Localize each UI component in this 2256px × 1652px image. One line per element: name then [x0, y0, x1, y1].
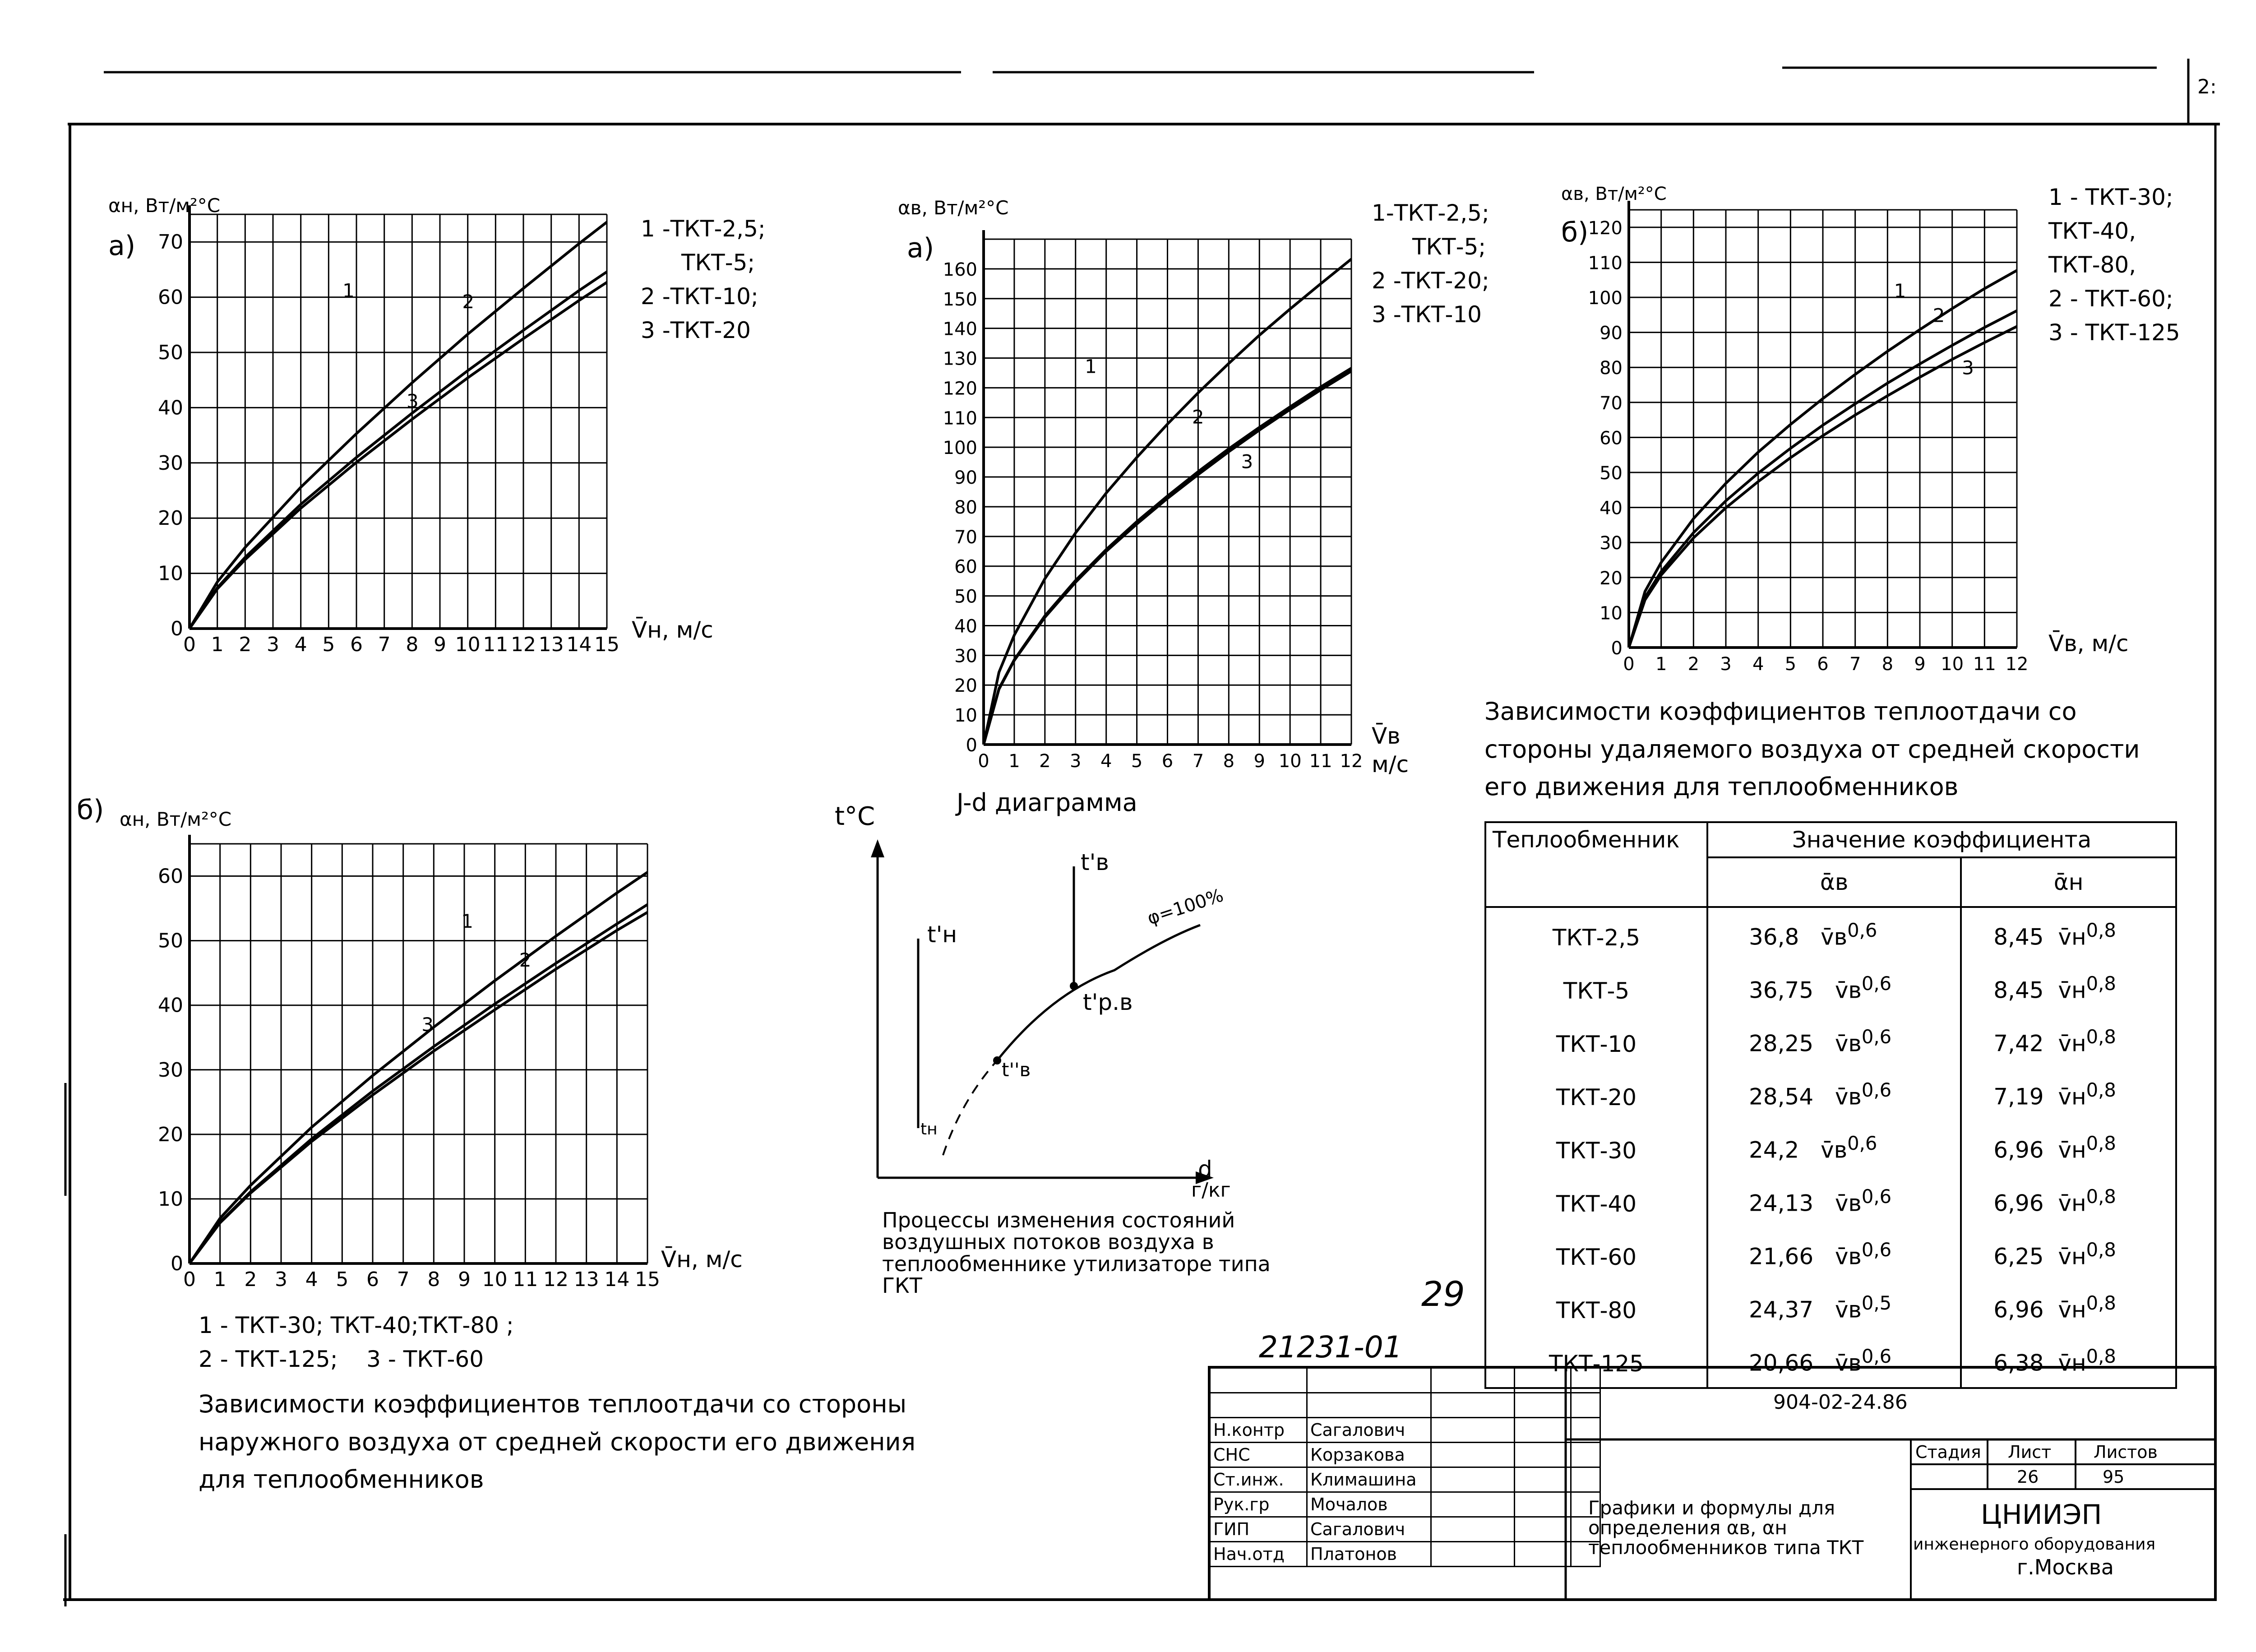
y-tick-label: 30 — [954, 646, 977, 667]
an-coef: 6,96 — [1993, 1190, 2044, 1217]
x-tick-label: 11 — [1309, 751, 1332, 772]
x-tick-label: 11 — [1973, 654, 1996, 675]
series-label-1: 1 — [1085, 355, 1097, 378]
av-coef: 20,66 — [1749, 1350, 1814, 1376]
y-tick-label: 60 — [158, 286, 183, 309]
y-tick-label: 70 — [1600, 393, 1623, 414]
x-tick-label: 8 — [1882, 654, 1894, 675]
title-description: Графики и формулы для определения αв, αн теплообменников типа ТКТ — [1588, 1497, 1864, 1559]
x-tick-label: 8 — [1223, 751, 1235, 772]
av-coef: 28,25 — [1749, 1030, 1814, 1057]
name-cell: Мочалов — [1307, 1492, 1431, 1517]
x-tick-label: 4 — [1100, 751, 1112, 772]
series-label-2: 2 — [519, 949, 532, 971]
y-tick-label: 10 — [1600, 603, 1623, 624]
an-exp: 0,8 — [2086, 1025, 2116, 1048]
table-header-value-group: Значение коэффициента — [1707, 822, 2176, 857]
x-tick-label: 5 — [336, 1268, 349, 1291]
y-tick-label: 60 — [158, 865, 183, 888]
x-tick-label: 9 — [1253, 751, 1265, 772]
name-cell: Корзакова — [1307, 1443, 1431, 1467]
id-d-axis-bottom: г/кг — [1191, 1179, 1231, 1202]
x-tick-label: 7 — [378, 633, 391, 656]
series-label-3: 3 — [1962, 356, 1974, 379]
table-header-alpha-n: ᾱн — [1961, 857, 2176, 907]
sheets-label: Листов — [2094, 1442, 2158, 1462]
y-tick-label: 80 — [1600, 358, 1623, 379]
an-var: v̄н — [2058, 1083, 2086, 1110]
exchanger-name: ТКТ-10 — [1556, 1031, 1637, 1057]
y-tick-label: 10 — [158, 1187, 183, 1211]
chart-outdoor-b-ylabel: αн, Вт/м²°С — [120, 808, 232, 830]
role-cell: Н.контр — [1210, 1418, 1307, 1443]
exchanger-name: ТКТ-30 — [1556, 1138, 1637, 1164]
id-d-axis-top: d — [1198, 1156, 1212, 1182]
id-phi-label: φ=100% — [1145, 885, 1226, 929]
id-tn-bottom: tн — [920, 1120, 938, 1138]
id-diagram-caption: Процессы изменения состояний воздушных потоков воздуха в теплообменнике утилизаторе типа ГКТ — [882, 1208, 1271, 1298]
x-tick-label: 7 — [397, 1268, 410, 1291]
x-tick-label: 13 — [573, 1268, 599, 1291]
x-tick-label: 10 — [455, 633, 481, 656]
an-exp: 0,8 — [2086, 1345, 2116, 1367]
y-tick-label: 20 — [158, 1123, 183, 1146]
x-tick-label: 1 — [213, 1268, 227, 1291]
x-tick-label: 5 — [322, 633, 335, 656]
org-name: ЦНИИЭП — [1981, 1499, 2102, 1531]
an-exp: 0,8 — [2086, 1238, 2116, 1261]
av-var: v̄в — [1835, 1243, 1862, 1270]
id-tn-top: t'н — [927, 921, 957, 948]
x-tick-label: 15 — [635, 1268, 660, 1291]
an-exp: 0,8 — [2086, 919, 2116, 941]
outdoor-caption: Зависимости коэффициентов теплоотдачи со стороны наружного воздуха от средней скорости его движения для теплообменников — [199, 1390, 916, 1494]
an-coef: 6,96 — [1993, 1137, 2044, 1163]
x-tick-label: 6 — [366, 1268, 379, 1291]
y-tick-label: 130 — [943, 348, 977, 370]
y-tick-label: 60 — [1600, 428, 1623, 449]
legend-entry: 1-ТКТ-2,5; — [1372, 200, 1489, 226]
chart-outdoor-b-xlabel: V̄н, м/с — [661, 1246, 743, 1273]
an-var: v̄н — [2058, 1350, 2086, 1376]
exchanger-name: ТКТ-80 — [1556, 1297, 1637, 1323]
legend-entry: 2 - ТКТ-60; — [2048, 286, 2173, 312]
av-exp: 0,6 — [1861, 1078, 1892, 1101]
an-var: v̄н — [2058, 1030, 2086, 1057]
x-tick-label: 15 — [594, 633, 619, 656]
x-tick-label: 10 — [482, 1268, 508, 1291]
chart-indoor-a-ylabel: αв, Вт/м²°С — [898, 197, 1009, 219]
y-tick-label: 160 — [943, 259, 977, 280]
legend-entry: 1 - ТКТ-30; ТКТ-40;ТКТ-80 ; — [199, 1312, 514, 1338]
legend-entry: ТКТ-5; — [1412, 234, 1486, 260]
y-tick-label: 40 — [158, 396, 183, 420]
av-var: v̄в — [1835, 1296, 1862, 1323]
role-cell: Ст.инж. — [1210, 1467, 1307, 1492]
chart-indoor-b-xlabel: V̄в, м/с — [2048, 630, 2129, 657]
stage-label: Стадия — [1915, 1442, 1981, 1462]
an-coef: 8,45 — [1993, 924, 2044, 950]
av-var: v̄в — [1835, 1083, 1862, 1110]
x-tick-label: 12 — [2005, 654, 2029, 675]
name-cell: Климашина — [1307, 1467, 1431, 1492]
y-tick-label: 80 — [954, 497, 977, 518]
y-tick-label: 60 — [954, 556, 977, 578]
x-tick-label: 4 — [305, 1268, 318, 1291]
document-mark: 21231-01 — [1259, 1330, 1402, 1365]
exchanger-name: ТКТ-5 — [1563, 978, 1630, 1004]
y-tick-label: 50 — [158, 341, 183, 364]
an-coef: 8,45 — [1993, 977, 2044, 1004]
exchanger-name: ТКТ-125 — [1549, 1351, 1644, 1377]
x-tick-label: 10 — [1278, 751, 1302, 772]
av-var: v̄в — [1835, 1350, 1862, 1376]
y-tick-label: 110 — [943, 408, 977, 429]
y-tick-label: 0 — [1611, 638, 1623, 659]
chart-outdoor-a-xlabel: V̄н, м/с — [632, 617, 713, 643]
x-tick-label: 4 — [294, 633, 307, 656]
x-tick-label: 5 — [1131, 751, 1143, 772]
y-tick-label: 140 — [943, 319, 977, 340]
series-label-1: 1 — [342, 279, 355, 302]
legend-entry: ТКТ-80, — [2048, 252, 2136, 278]
an-exp: 0,8 — [2086, 1185, 2116, 1208]
an-exp: 0,8 — [2086, 1132, 2116, 1154]
y-tick-label: 110 — [1588, 253, 1623, 274]
name-cell: Сагалович — [1307, 1418, 1431, 1443]
av-coef: 36,75 — [1749, 977, 1814, 1004]
av-exp: 0,6 — [1861, 1345, 1892, 1367]
an-coef: 6,38 — [1993, 1350, 2044, 1376]
x-tick-label: 13 — [538, 633, 564, 656]
series-label-1: 1 — [461, 910, 473, 932]
av-coef: 36,8 — [1749, 924, 1799, 950]
y-tick-label: 100 — [943, 438, 977, 459]
legend-entry: 3 -ТКТ-10 — [1372, 301, 1482, 328]
av-coef: 24,13 — [1749, 1190, 1814, 1217]
x-tick-label: 11 — [483, 633, 509, 656]
chart-indoor-b-panel-letter: б) — [1561, 217, 1589, 248]
y-tick-label: 70 — [158, 231, 183, 254]
x-tick-label: 3 — [1070, 751, 1082, 772]
x-tick-label: 1 — [1655, 654, 1667, 675]
x-tick-label: 4 — [1752, 654, 1764, 675]
an-var: v̄н — [2058, 977, 2086, 1004]
exchanger-name: ТКТ-60 — [1556, 1244, 1637, 1270]
an-coef: 7,19 — [1993, 1083, 2044, 1110]
y-tick-label: 30 — [158, 451, 183, 475]
x-tick-label: 1 — [211, 633, 224, 656]
legend-entry: 3 - ТКТ-125 — [2048, 319, 2180, 346]
y-tick-label: 40 — [954, 616, 977, 637]
av-coef: 21,66 — [1749, 1243, 1814, 1270]
series-label-3: 3 — [407, 390, 419, 412]
series-label-3: 3 — [421, 1013, 434, 1036]
an-var: v̄н — [2058, 1296, 2086, 1323]
av-var: v̄в — [1835, 1030, 1862, 1057]
x-tick-label: 9 — [458, 1268, 471, 1291]
series-label-2: 2 — [462, 291, 475, 313]
id-trv-label: t'р.в — [1083, 989, 1133, 1015]
y-tick-label: 150 — [943, 289, 977, 310]
doc-number: 904-02-24.86 — [1773, 1391, 1908, 1414]
x-tick-label: 12 — [543, 1268, 569, 1291]
series-label-2: 2 — [1932, 304, 1945, 327]
y-tick-label: 40 — [158, 994, 183, 1017]
chart-outdoor-a-panel-letter: а) — [108, 230, 136, 262]
id-diagram-title: J-d диаграмма — [957, 788, 1137, 817]
y-tick-label: 70 — [954, 527, 977, 548]
table-header-alpha-v: ᾱв — [1707, 857, 1961, 907]
series-label-1: 1 — [1894, 280, 1906, 302]
y-tick-label: 0 — [966, 735, 977, 756]
sheet-corner-number: 2: — [2197, 75, 2217, 98]
sheet-value: 26 — [2017, 1467, 2039, 1487]
y-tick-label: 40 — [1600, 498, 1623, 519]
table-header-exchanger: Теплообменник — [1485, 822, 1707, 907]
x-tick-label: 2 — [1687, 654, 1700, 675]
y-tick-label: 0 — [171, 617, 183, 640]
av-coef: 28,54 — [1749, 1083, 1814, 1110]
an-var: v̄н — [2058, 924, 2086, 950]
x-tick-label: 8 — [427, 1268, 440, 1291]
x-tick-label: 0 — [183, 633, 196, 656]
av-exp: 0,6 — [1861, 972, 1892, 995]
x-tick-label: 7 — [1192, 751, 1204, 772]
sheet-label: Лист — [2008, 1442, 2052, 1462]
legend-entry: ТКТ-5; — [681, 250, 755, 276]
an-exp: 0,8 — [2086, 1291, 2116, 1314]
role-cell: СНС — [1210, 1443, 1307, 1467]
org-city: г.Москва — [2017, 1555, 2114, 1579]
legend-entry: 2 -ТКТ-20; — [1372, 268, 1489, 294]
y-tick-label: 120 — [943, 378, 977, 399]
y-tick-label: 30 — [1600, 533, 1623, 554]
exchanger-name: ТКТ-2,5 — [1552, 925, 1641, 951]
id-tv-top: t'в — [1081, 849, 1109, 875]
exchanger-name: ТКТ-40 — [1556, 1191, 1637, 1217]
x-tick-label: 1 — [1008, 751, 1020, 772]
x-tick-label: 0 — [978, 751, 989, 772]
y-tick-label: 30 — [158, 1058, 183, 1082]
x-tick-label: 11 — [513, 1268, 538, 1291]
av-var: v̄в — [1821, 924, 1848, 950]
an-var: v̄н — [2058, 1137, 2086, 1163]
av-exp: 0,6 — [1861, 1238, 1892, 1261]
id-t-axis-label: t°C — [835, 802, 875, 831]
legend-entry: 1 - ТКТ-30; — [2048, 184, 2173, 210]
chart-outdoor-a-ylabel: αн, Вт/м²°С — [108, 194, 221, 217]
x-tick-label: 3 — [1720, 654, 1732, 675]
chart-indoor-a-panel-letter: а) — [907, 232, 934, 264]
x-tick-label: 6 — [350, 633, 363, 656]
x-tick-label: 14 — [566, 633, 592, 656]
y-tick-label: 0 — [171, 1252, 183, 1275]
y-tick-label: 20 — [158, 507, 183, 530]
x-tick-label: 9 — [434, 633, 446, 656]
x-tick-label: 14 — [604, 1268, 630, 1291]
name-cell: Сагалович — [1307, 1517, 1431, 1542]
chart-indoor-b-ylabel: αв, Вт/м²°С — [1561, 184, 1667, 204]
chart-indoor-a-xlabel: V̄в м/с — [1372, 723, 1409, 777]
an-exp: 0,8 — [2086, 972, 2116, 995]
y-tick-label: 20 — [1600, 568, 1623, 589]
legend-entry: 1 -ТКТ-2,5; — [641, 216, 766, 242]
x-tick-label: 8 — [406, 633, 419, 656]
legend-entry: 2 -ТКТ-10; — [641, 283, 758, 310]
series-label-3: 3 — [1241, 450, 1253, 473]
an-coef: 6,96 — [1993, 1296, 2044, 1323]
x-tick-label: 6 — [1817, 654, 1829, 675]
av-exp: 0,5 — [1861, 1291, 1892, 1314]
av-coef: 24,2 — [1749, 1137, 1799, 1163]
x-tick-label: 9 — [1914, 654, 1926, 675]
role-cell: Рук.гр — [1210, 1492, 1307, 1517]
x-tick-label: 10 — [1941, 654, 1964, 675]
x-tick-label: 6 — [1161, 751, 1174, 772]
an-var: v̄н — [2058, 1190, 2086, 1217]
legend-entry: ТКТ-40, — [2048, 218, 2136, 244]
x-tick-label: 2 — [1039, 751, 1051, 772]
y-tick-label: 120 — [1588, 217, 1623, 239]
y-tick-label: 10 — [954, 705, 977, 727]
y-tick-label: 20 — [954, 676, 977, 697]
av-var: v̄в — [1835, 977, 1862, 1004]
x-tick-label: 3 — [275, 1268, 287, 1291]
x-tick-label: 2 — [239, 633, 252, 656]
y-tick-label: 100 — [1588, 288, 1623, 309]
x-tick-label: 7 — [1849, 654, 1861, 675]
av-exp: 0,6 — [1847, 1132, 1877, 1154]
indoor-caption: Зависимости коэффициентов теплоотдачи со стороны удаляемого воздуха от средней скорости его движения для теплообменников — [1484, 697, 2140, 801]
av-var: v̄в — [1821, 1137, 1848, 1163]
role-cell: ГИП — [1210, 1517, 1307, 1542]
y-tick-label: 50 — [158, 929, 183, 953]
x-tick-label: 5 — [1784, 654, 1797, 675]
y-tick-label: 90 — [954, 467, 977, 489]
chart-outdoor-b-panel-letter: б) — [77, 794, 104, 826]
y-tick-label: 50 — [1600, 463, 1623, 484]
x-tick-label: 0 — [183, 1268, 196, 1291]
legend-entry: 3 -ТКТ-20 — [641, 317, 751, 343]
av-coef: 24,37 — [1749, 1296, 1814, 1323]
role-cell: Нач.отд — [1210, 1542, 1307, 1567]
y-tick-label: 10 — [158, 562, 183, 585]
x-tick-label: 3 — [267, 633, 279, 656]
id-tv2-label: t''в — [1002, 1059, 1031, 1081]
av-exp: 0,6 — [1861, 1025, 1892, 1048]
name-cell: Платонов — [1307, 1542, 1431, 1567]
handwritten-number: 29 — [1421, 1274, 1465, 1314]
an-exp: 0,8 — [2086, 1078, 2116, 1101]
sheets-value: 95 — [2103, 1467, 2125, 1487]
x-tick-label: 2 — [244, 1268, 257, 1291]
an-coef: 6,25 — [1993, 1243, 2044, 1270]
series-label-2: 2 — [1192, 406, 1204, 428]
legend-entry: 2 - ТКТ-125; 3 - ТКТ-60 — [199, 1346, 484, 1372]
y-tick-label: 50 — [954, 586, 977, 607]
av-var: v̄в — [1835, 1190, 1862, 1217]
y-tick-label: 90 — [1600, 323, 1623, 344]
an-var: v̄н — [2058, 1243, 2086, 1270]
av-exp: 0,6 — [1861, 1185, 1892, 1208]
x-tick-label: 12 — [1340, 751, 1363, 772]
x-tick-label: 0 — [1623, 654, 1635, 675]
org-sub: инженерного оборудования — [1913, 1535, 2156, 1554]
exchanger-name: ТКТ-20 — [1556, 1084, 1637, 1111]
an-coef: 7,42 — [1993, 1030, 2044, 1057]
av-exp: 0,6 — [1847, 919, 1877, 941]
x-tick-label: 12 — [511, 633, 536, 656]
